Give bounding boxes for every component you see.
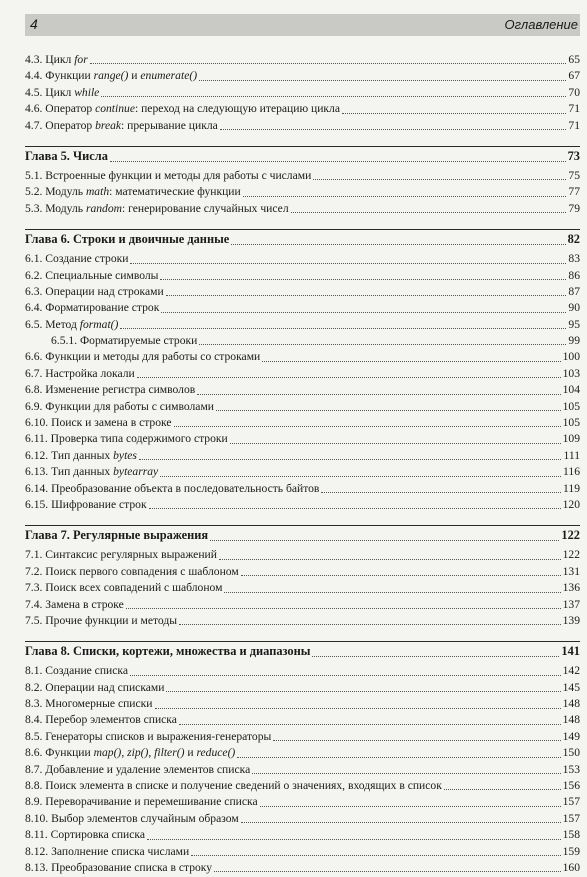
toc-entry-label: 4.7. Оператор break: прерывание цикла xyxy=(25,118,218,132)
toc-entry-page: 153 xyxy=(562,762,580,776)
toc-entry[interactable] xyxy=(25,101,580,117)
toc-entry[interactable] xyxy=(25,713,580,729)
toc-entry-label: 6.2. Специальные символы xyxy=(25,268,159,282)
dot-leader xyxy=(230,442,561,444)
page-number: 4 xyxy=(30,16,38,32)
toc-entry[interactable] xyxy=(25,778,580,794)
toc-entry[interactable] xyxy=(25,184,580,200)
toc-entry-label: 6.9. Функции для работы с символами xyxy=(25,399,214,413)
toc-entry[interactable] xyxy=(25,564,580,580)
toc-entry-page: 159 xyxy=(562,844,580,858)
toc-chapter-label: Глава 5. Числа xyxy=(25,148,108,163)
dot-leader xyxy=(231,243,565,245)
toc-entry-page: 100 xyxy=(562,350,580,364)
dot-leader xyxy=(110,160,566,162)
toc-entry[interactable] xyxy=(25,794,580,810)
toc-entry-label: 6.4. Форматирование строк xyxy=(25,301,160,315)
toc-entry-label: 6.5.1. Форматируемые строки xyxy=(51,334,198,348)
toc-entry[interactable] xyxy=(25,860,580,876)
toc-entry-page: 131 xyxy=(562,564,580,578)
toc-entry-label: 6.8. Изменение регистра символов xyxy=(25,383,196,397)
toc-entry-label: 7.3. Поиск всех совпадений с шаблоном xyxy=(25,581,223,595)
toc-entry-label: 8.9. Переворачивание и перемешивание списка xyxy=(25,795,258,809)
toc-entry-page: 77 xyxy=(568,185,580,199)
dot-leader xyxy=(219,558,561,560)
toc-entry-label: 5.1. Встроенные функции и методы для работы с числами xyxy=(25,168,312,182)
toc-entry[interactable] xyxy=(25,300,580,316)
toc-entry[interactable] xyxy=(25,201,580,217)
toc-entry-page: 105 xyxy=(562,416,580,430)
toc-entry-label: 8.2. Операции над списками xyxy=(25,680,165,694)
toc-entry-page: 158 xyxy=(562,828,580,842)
toc-entry[interactable] xyxy=(25,168,580,184)
table-of-contents xyxy=(25,52,580,876)
toc-entry[interactable] xyxy=(25,366,580,382)
dot-leader xyxy=(252,772,560,774)
toc-entry-page: 95 xyxy=(568,317,580,331)
toc-entry[interactable] xyxy=(25,613,580,629)
toc-entry-page: 71 xyxy=(568,118,580,132)
dot-leader xyxy=(120,327,566,329)
dot-leader xyxy=(101,95,566,97)
toc-entry-page: 86 xyxy=(568,268,580,282)
toc-entry-page: 79 xyxy=(568,201,580,215)
toc-entry[interactable] xyxy=(25,680,580,696)
toc-entry-label: 4.4. Функции range() и enumerate() xyxy=(25,69,198,83)
toc-entry-page: 137 xyxy=(562,597,580,611)
toc-entry[interactable] xyxy=(25,268,580,284)
running-title: Оглавление xyxy=(504,17,578,32)
toc-entry-page: 90 xyxy=(568,301,580,315)
dot-leader xyxy=(90,62,567,64)
toc-entry[interactable] xyxy=(25,85,580,101)
toc-entry[interactable] xyxy=(25,349,580,365)
toc-entry[interactable] xyxy=(25,844,580,860)
toc-entry-page: 99 xyxy=(568,334,580,348)
toc-entry-label: 8.4. Перебор элементов списка xyxy=(25,713,177,727)
dot-leader xyxy=(166,690,560,692)
dot-leader xyxy=(321,491,561,493)
dot-leader xyxy=(210,539,559,541)
toc-chapter-page: 141 xyxy=(561,644,580,659)
toc-entry-page: 109 xyxy=(562,432,580,446)
toc-entry[interactable] xyxy=(25,399,580,415)
toc-chapter-label: Глава 7. Регулярные выражения xyxy=(25,528,209,543)
dot-leader xyxy=(130,262,566,264)
toc-entry-page: 70 xyxy=(568,85,580,99)
toc-entry[interactable] xyxy=(25,729,580,745)
dot-leader xyxy=(199,79,566,81)
toc-entry[interactable] xyxy=(25,762,580,778)
toc-entry-label: 8.3. Многомерные списки xyxy=(25,697,153,711)
dot-leader xyxy=(273,739,560,741)
toc-chapter-page: 73 xyxy=(567,148,580,163)
dot-leader xyxy=(166,294,567,296)
dot-leader xyxy=(147,838,561,840)
toc-entry-label: 7.5. Прочие функции и методы xyxy=(25,613,178,627)
toc-entry-label: 8.5. Генераторы списков и выражения-генераторы xyxy=(25,729,272,743)
dot-leader xyxy=(149,507,561,509)
toc-entry-page: 136 xyxy=(562,581,580,595)
dot-leader xyxy=(216,409,561,411)
toc-entry-label: 6.3. Операции над строками xyxy=(25,284,164,298)
toc-entry-page: 150 xyxy=(562,746,580,760)
dot-leader xyxy=(262,360,560,362)
dot-leader xyxy=(241,821,561,823)
toc-entry-page: 105 xyxy=(562,399,580,413)
toc-entry-page: 156 xyxy=(562,779,580,793)
toc-entry-page: 139 xyxy=(562,613,580,627)
dot-leader xyxy=(155,707,561,709)
toc-chapter-label: Глава 8. Списки, кортежи, множества и диапазоны xyxy=(25,644,311,659)
toc-entry[interactable] xyxy=(25,118,580,134)
toc-entry-page: 104 xyxy=(562,383,580,397)
toc-entry-label: 8.6. Функции map(), zip(), filter() и reduce() xyxy=(25,746,236,760)
toc-entry-page: 149 xyxy=(562,729,580,743)
dot-leader xyxy=(160,278,566,280)
toc-entry-label: 6.12. Тип данных bytes xyxy=(25,448,137,462)
dot-leader xyxy=(191,854,560,856)
toc-entry[interactable] xyxy=(25,382,580,398)
toc-chapter[interactable] xyxy=(25,641,580,661)
toc-entry-label: 6.13. Тип данных bytearray xyxy=(25,465,159,479)
toc-entry-label: 6.5. Метод format() xyxy=(25,317,119,331)
toc-entry-page: 148 xyxy=(562,713,580,727)
dot-leader xyxy=(260,805,561,807)
toc-chapter[interactable] xyxy=(25,229,580,249)
dot-leader xyxy=(126,607,561,609)
toc-entry-page: 122 xyxy=(562,548,580,562)
toc-entry-label: 8.11. Сортировка списка xyxy=(25,828,145,842)
toc-entry[interactable] xyxy=(25,317,580,333)
toc-chapter-label: Глава 6. Строки и двоичные данные xyxy=(25,232,230,247)
toc-entry-page: 120 xyxy=(562,497,580,511)
toc-entry[interactable] xyxy=(25,745,580,761)
dot-leader xyxy=(130,674,561,676)
toc-chapter-page: 122 xyxy=(561,528,580,543)
toc-entry[interactable] xyxy=(25,464,580,480)
toc-entry[interactable] xyxy=(25,52,580,68)
toc-entry-page: 116 xyxy=(563,465,580,479)
toc-entry-label: 5.2. Модуль math: математические функции xyxy=(25,185,241,199)
toc-entry[interactable] xyxy=(25,597,580,613)
toc-entry-label: 8.1. Создание списка xyxy=(25,664,128,678)
toc-entry-page: 157 xyxy=(562,811,580,825)
toc-entry-label: 7.4. Замена в строке xyxy=(25,597,124,611)
toc-entry-page: 119 xyxy=(563,481,580,495)
toc-entry-label: 8.10. Выбор элементов случайным образом xyxy=(25,811,239,825)
toc-entry[interactable] xyxy=(25,448,580,464)
dot-leader xyxy=(220,128,567,130)
toc-entry[interactable] xyxy=(25,333,580,349)
dot-leader xyxy=(313,178,566,180)
dot-leader xyxy=(139,458,562,460)
toc-entry[interactable] xyxy=(25,663,580,679)
dot-leader xyxy=(179,723,561,725)
toc-entry-label: 6.7. Настройка локали xyxy=(25,366,135,380)
toc-entry-page: 148 xyxy=(562,697,580,711)
toc-entry[interactable] xyxy=(25,497,580,513)
toc-entry-label: 7.2. Поиск первого совпадения с шаблоном xyxy=(25,564,239,578)
toc-entry-label: 4.6. Оператор continue: переход на следующую итерацию цикла xyxy=(25,102,340,116)
dot-leader xyxy=(243,195,567,197)
toc-entry-page: 87 xyxy=(568,284,580,298)
toc-entry[interactable] xyxy=(25,431,580,447)
toc-entry-page: 75 xyxy=(568,168,580,182)
dot-leader xyxy=(197,393,560,395)
toc-entry-page: 157 xyxy=(562,795,580,809)
dot-leader xyxy=(224,591,560,593)
dot-leader xyxy=(179,623,561,625)
dot-leader xyxy=(137,376,561,378)
toc-entry-label: 8.8. Поиск элемента в списке и получение сведений о значениях, входящих в список xyxy=(25,779,442,793)
toc-entry[interactable] xyxy=(25,580,580,596)
toc-entry-page: 111 xyxy=(563,448,580,462)
toc-entry-label: 6.10. Поиск и замена в строке xyxy=(25,416,172,430)
dot-leader xyxy=(291,211,567,213)
toc-entry[interactable] xyxy=(25,284,580,300)
toc-entry-page: 142 xyxy=(562,664,580,678)
toc-entry-label: 8.7. Добавление и удаление элементов списка xyxy=(25,762,251,776)
page-header xyxy=(25,14,580,36)
toc-entry[interactable] xyxy=(25,547,580,563)
toc-entry[interactable] xyxy=(25,251,580,267)
dot-leader xyxy=(241,574,561,576)
toc-entry-label: 6.11. Проверка типа содержимого строки xyxy=(25,432,228,446)
dot-leader xyxy=(342,112,566,114)
dot-leader xyxy=(237,756,560,758)
toc-entry-label: 8.12. Заполнение списка числами xyxy=(25,844,190,858)
toc-entry[interactable] xyxy=(25,481,580,497)
toc-entry-page: 160 xyxy=(562,861,580,874)
toc-entry-page: 71 xyxy=(568,102,580,116)
toc-entry-label: 4.5. Цикл while xyxy=(25,85,100,99)
toc-entry-page: 103 xyxy=(562,366,580,380)
toc-entry-page: 65 xyxy=(568,52,580,66)
toc-entry-label: 8.13. Преобразование списка в строку xyxy=(25,861,213,874)
toc-chapter[interactable] xyxy=(25,146,580,166)
toc-entry-page: 67 xyxy=(568,69,580,83)
toc-entry-label: 5.3. Модуль random: генерирование случайных чисел xyxy=(25,201,289,215)
toc-chapter[interactable] xyxy=(25,525,580,545)
toc-entry[interactable] xyxy=(25,696,580,712)
dot-leader xyxy=(312,655,559,657)
toc-entry-label: 6.6. Функции и методы для работы со строками xyxy=(25,350,261,364)
dot-leader xyxy=(160,475,561,477)
toc-entry-label: 6.1. Создание строки xyxy=(25,252,129,266)
toc-entry[interactable] xyxy=(25,68,580,84)
dot-leader xyxy=(161,311,566,313)
toc-entry-label: 6.15. Шифрование строк xyxy=(25,497,147,511)
toc-entry-page: 83 xyxy=(568,252,580,266)
toc-entry[interactable] xyxy=(25,827,580,843)
dot-leader xyxy=(444,788,561,790)
toc-entry-label: 6.14. Преобразование объекта в последовательность байтов xyxy=(25,481,320,495)
toc-chapter-page: 82 xyxy=(567,232,580,247)
toc-entry-label: 7.1. Синтаксис регулярных выражений xyxy=(25,548,217,562)
dot-leader xyxy=(174,425,561,427)
dot-leader xyxy=(199,343,566,345)
dot-leader xyxy=(214,870,561,872)
toc-entry-page: 145 xyxy=(562,680,580,694)
toc-entry[interactable] xyxy=(25,415,580,431)
toc-entry[interactable] xyxy=(25,811,580,827)
toc-entry-label: 4.3. Цикл for xyxy=(25,52,88,66)
